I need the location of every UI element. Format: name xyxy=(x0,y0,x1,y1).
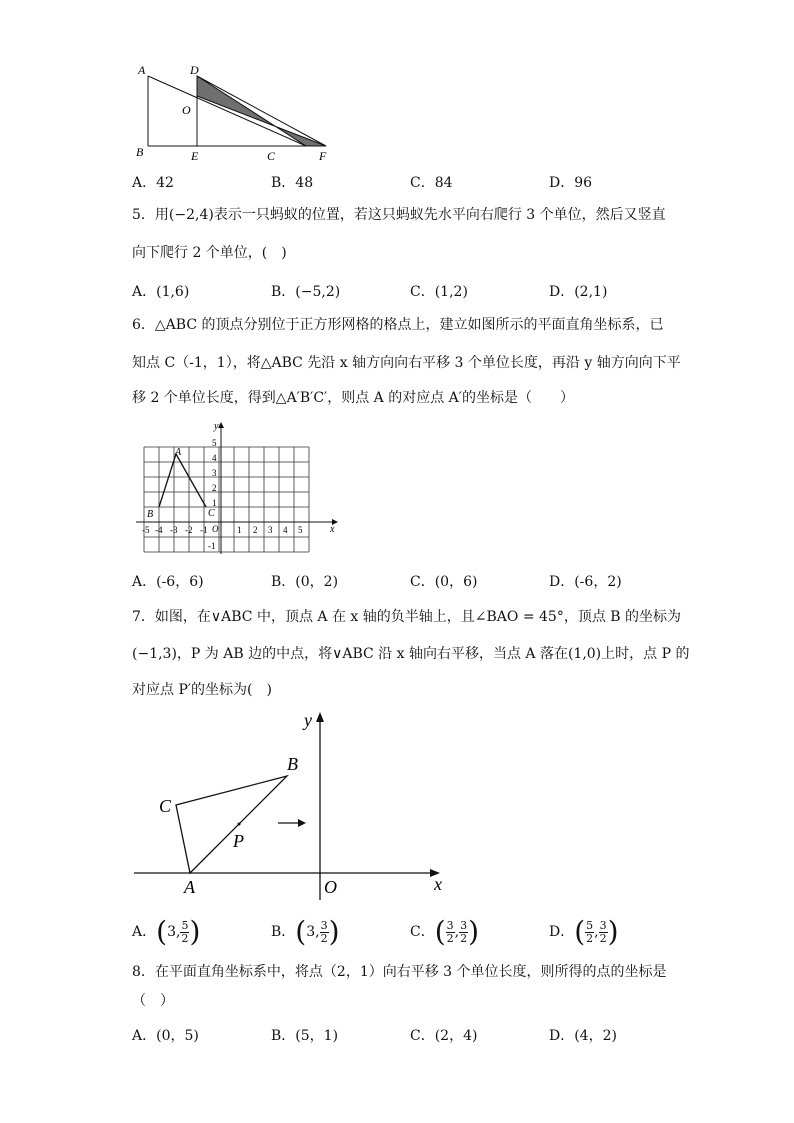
q6-grid-lines xyxy=(144,447,309,552)
q7-option-d-frac1 xyxy=(585,920,594,945)
q7-y-label: y xyxy=(304,710,312,730)
q4-label-C: C xyxy=(267,149,276,163)
q6-option-b[interactable]: B．(0，2) xyxy=(271,574,339,590)
q6-x-tick-label: -5 xyxy=(142,525,150,535)
q7-option-a-x: 3 xyxy=(167,924,176,940)
q7-label-B: B xyxy=(287,754,298,774)
q6-y-tick-label: 5 xyxy=(212,438,217,448)
q8-stem-line1: 8．在平面直角坐标系中，将点（2，1）向右平移 3 个单位长度，则所得的点的坐标是 xyxy=(132,964,667,980)
q4-label-A: A xyxy=(138,63,146,77)
q7-option-d-letter: D． xyxy=(549,924,575,940)
q4-figure xyxy=(130,62,340,166)
q7-option-d-num1: 5 xyxy=(586,918,594,932)
q6-x-label: x xyxy=(330,524,335,535)
q8-stem-line2: （ ） xyxy=(132,993,174,1009)
q7-option-c-num2: 3 xyxy=(460,918,468,932)
q7-option-b-den: 2 xyxy=(320,931,328,945)
q7-label-P: P xyxy=(233,831,244,851)
q6-y-tick-label: -1 xyxy=(208,541,216,551)
q6-grid-figure xyxy=(132,420,342,560)
q6-label-B: B xyxy=(147,509,154,520)
q5-option-d[interactable]: D．(2,1) xyxy=(549,284,608,300)
q7-option-d-den2: 2 xyxy=(599,931,607,945)
q7-stem-line3: 对应点 P′的坐标为( ) xyxy=(132,682,272,698)
q6-y-arrow xyxy=(218,422,224,428)
q6-origin-label: O xyxy=(212,524,219,534)
q5-stem-line1: 5．用(−2,4)表示一只蚂蚁的位置，若这只蚂蚁先水平向右爬行 3 个单位，然后又竖直 xyxy=(132,207,666,223)
q6-x-tick-label: 4 xyxy=(283,525,288,535)
q6-stem-line3: 移 2 个单位长度，得到△A′B′C′，则点 A 的对应点 A′的坐标是（ ） xyxy=(132,390,574,406)
q7-triangle-abc xyxy=(176,776,287,873)
q7-option-c[interactable]: C．( $\frac{3}{2}$ , $\frac{3}{2}$ ) xyxy=(410,915,480,948)
q7-translate-arrow-head xyxy=(298,819,306,827)
q6-y-tick-label: 3 xyxy=(212,468,217,478)
q6-option-d[interactable]: D．(-6，2) xyxy=(549,574,622,590)
q7-label-A: A xyxy=(184,877,195,897)
q7-point-P xyxy=(238,823,241,826)
q7-option-a-frac xyxy=(180,920,189,945)
q6-label-C: C xyxy=(208,508,215,519)
q7-option-b[interactable]: B．(3, $\frac{3}{2}$ ) xyxy=(271,915,340,948)
q7-option-c-den2: 2 xyxy=(460,931,468,945)
q7-option-b-paren-close: ) xyxy=(328,915,340,948)
q7-option-b-letter: B． xyxy=(271,924,296,940)
q6-x-tick-label: 2 xyxy=(253,525,258,535)
q4-option-b[interactable]: B．48 xyxy=(271,175,314,191)
q4-option-c[interactable]: C．84 xyxy=(410,175,453,191)
q7-option-c-frac1 xyxy=(446,920,455,945)
q7-option-d-num2: 3 xyxy=(599,918,607,932)
q5-stem-line2: 向下爬行 2 个单位，( ) xyxy=(132,245,287,261)
q7-option-a[interactable]: A．(3, $\frac{5}{2}$ ) xyxy=(132,915,201,948)
q8-option-a[interactable]: A．(0，5) xyxy=(132,1028,199,1044)
q7-option-c-paren-close: ) xyxy=(468,915,480,948)
q4-option-a[interactable]: A．42 xyxy=(132,175,174,191)
q7-option-d-frac2 xyxy=(599,920,608,945)
q6-x-tick-label: -1 xyxy=(200,525,208,535)
q7-option-c-frac2 xyxy=(459,920,468,945)
q7-figure xyxy=(132,708,452,904)
q5-option-b[interactable]: B．(−5,2) xyxy=(271,284,341,300)
q4-label-F: F xyxy=(319,149,327,163)
q4-side-DF xyxy=(197,76,326,146)
q7-option-d-den1: 2 xyxy=(586,931,594,945)
q6-option-a[interactable]: A．(-6，6) xyxy=(132,574,204,590)
q7-option-a-paren: ( xyxy=(156,915,168,948)
q6-y-tick-label: 2 xyxy=(212,483,217,493)
q7-option-a-paren-close: ) xyxy=(189,915,201,948)
q6-option-c[interactable]: C．(0，6) xyxy=(410,574,478,590)
q7-stem-line2: (−1,3)，P 为 AB 边的中点，将∨ABC 沿 x 轴向右平移，当点 A 落在(1,0)上时，点 P 的 xyxy=(132,646,690,662)
q7-option-c-num1: 3 xyxy=(446,918,454,932)
q4-label-D: D xyxy=(190,63,199,77)
q7-y-arrow xyxy=(316,712,324,722)
q6-stem-line1: 6．△ABC 的顶点分别位于正方形网格的格点上，建立如图所示的平面直角坐标系，已 xyxy=(132,317,664,333)
q7-option-a-letter: A． xyxy=(132,924,157,940)
q7-option-c-paren: ( xyxy=(434,915,446,948)
q7-origin-label: O xyxy=(324,877,337,897)
q4-label-B: B xyxy=(136,145,144,159)
q4-label-E: E xyxy=(191,149,199,163)
q7-option-b-x: 3 xyxy=(306,924,316,940)
q6-stem-line2: 知点 C（-1，1），将△ABC 先沿 x 轴方向向右平移 3 个单位长度，再沿 y 轴方向向下平 xyxy=(132,355,681,371)
q7-option-d[interactable]: D．( $\frac{5}{2}$ , $\frac{3}{2}$ ) xyxy=(549,915,619,948)
q8-option-b[interactable]: B．(5，1) xyxy=(271,1028,339,1044)
q4-side-AC xyxy=(148,76,306,146)
q7-stem-line1: 7．如图，在∨ABC 中，顶点 A 在 x 轴的负半轴上，且∠BAO = 45°，顶点 B 的坐标为 xyxy=(132,609,682,625)
q7-x-label: x xyxy=(434,874,442,894)
q8-option-c[interactable]: C．(2，4) xyxy=(410,1028,478,1044)
q7-option-d-paren-close: ) xyxy=(607,915,619,948)
q6-x-tick-label: -2 xyxy=(185,525,193,535)
q6-y-ticks xyxy=(208,438,217,551)
q5-option-c[interactable]: C．(1,2) xyxy=(410,284,468,300)
q7-option-b-frac xyxy=(320,920,329,945)
q4-label-O: O xyxy=(182,103,191,117)
q7-option-d-paren: ( xyxy=(574,915,586,948)
q6-x-tick-label: 5 xyxy=(298,525,303,535)
q7-option-b-num: 3 xyxy=(320,918,328,932)
q7-option-c-letter: C． xyxy=(410,924,435,940)
q6-x-tick-label: 3 xyxy=(268,525,273,535)
q4-option-d[interactable]: D．96 xyxy=(549,175,593,191)
q6-label-A: A xyxy=(175,447,182,458)
q7-option-c-den1: 2 xyxy=(446,931,454,945)
q7-option-b-paren: ( xyxy=(295,915,307,948)
q6-y-tick-label: 1 xyxy=(212,498,217,508)
q6-y-label: y xyxy=(214,421,219,432)
q8-option-d[interactable]: D．(4，2) xyxy=(549,1028,617,1044)
q6-x-tick-label: -3 xyxy=(170,525,178,535)
q6-y-tick-label: 4 xyxy=(212,453,217,463)
q7-label-C: C xyxy=(159,796,172,816)
q5-option-a[interactable]: A．(1,6) xyxy=(132,284,190,300)
q7-option-a-num: 5 xyxy=(181,918,189,932)
q6-x-tick-label: -4 xyxy=(155,525,163,535)
q6-x-tick-label: 1 xyxy=(237,525,242,535)
q7-option-a-den: 2 xyxy=(181,931,189,945)
